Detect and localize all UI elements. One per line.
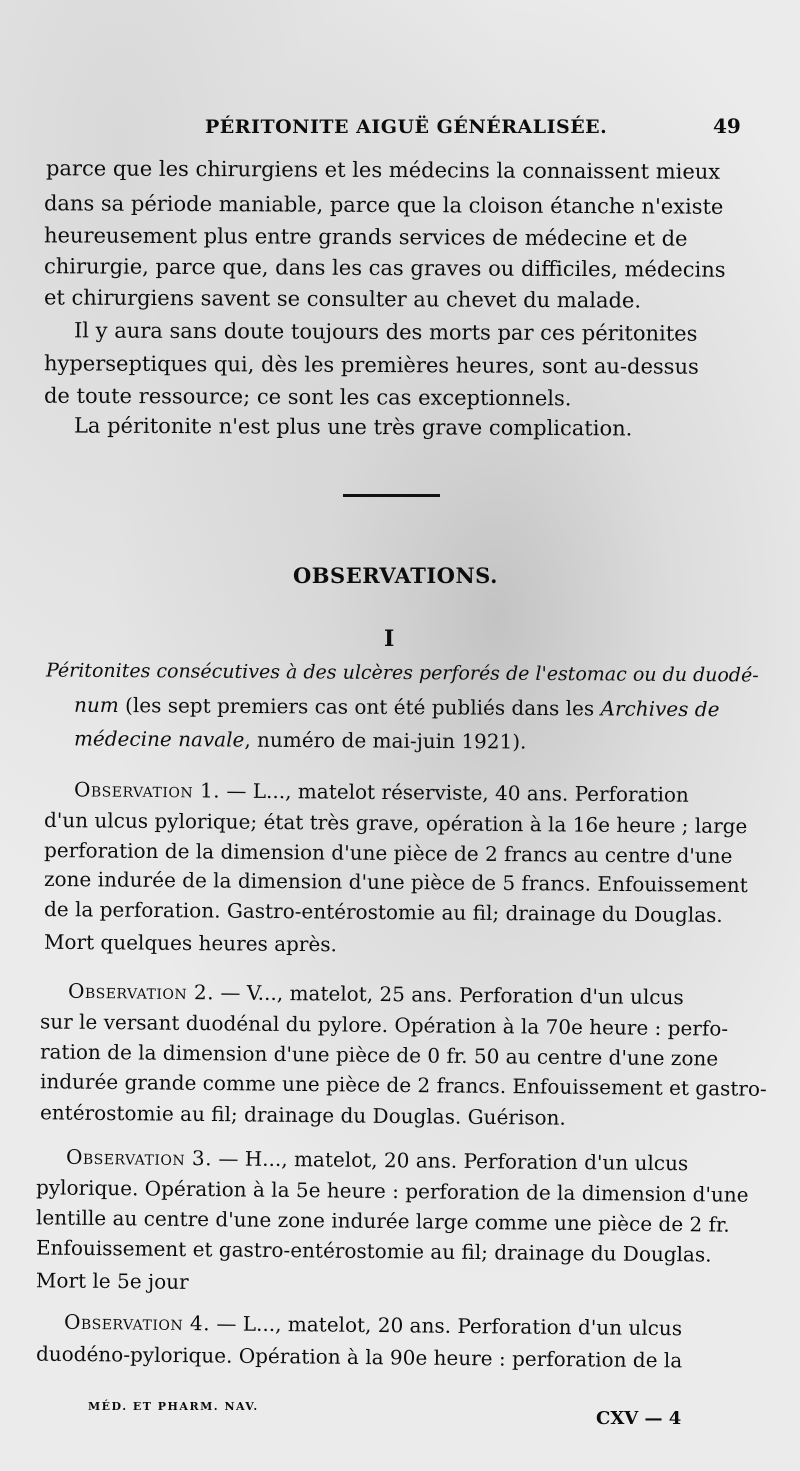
observation-first-line	[73, 777, 689, 807]
text-line: sur le versant duodénal du pylore. Opération à la 70e heure : perfo-	[39, 1009, 729, 1041]
subheading-text: , numéro de mai-juin 1921).	[244, 727, 527, 754]
observation-text: — L..., matelot réserviste, 40 ans. Perforation	[219, 778, 689, 807]
text-line: heureusement plus entre grands services de médecine et de	[43, 223, 688, 251]
subheading-line	[73, 726, 527, 754]
text-line: dans sa période maniable, parce que la cloison étanche n'existe	[43, 191, 724, 219]
text-line: chirurgie, parce que, dans les cas graves ou difficiles, médecins	[43, 254, 726, 282]
text-line: zone indurée de la dimension d'une pièce de 5 francs. Enfouissement	[43, 866, 748, 898]
page-number: 49	[713, 114, 741, 138]
text-line: Mort quelques heures après.	[43, 929, 337, 957]
text-line: perforation de la dimension d'une pièce de 2 francs au centre d'une	[43, 837, 733, 869]
footer-signature-mark: CXV — 4	[596, 1408, 682, 1429]
footer-journal-signature: MÉD. ET PHARM. NAV.	[88, 1400, 259, 1413]
text-line: Il y aura sans doute toujours des morts par ces péritonites	[73, 318, 698, 346]
running-title: PÉRITONITE AIGUË GÉNÉRALISÉE.	[205, 116, 608, 138]
subheading-line	[73, 692, 720, 722]
text-line: indurée grande comme une pièce de 2 francs. Enfouissement et gastro-	[39, 1069, 767, 1101]
text-line: entérostomie au fil; drainage du Douglas. Guérison.	[39, 1100, 566, 1130]
subheading-text: (les sept premiers cas ont été publiés dans les	[118, 693, 601, 721]
text-line: et chirurgiens savent se consulter au chevet du malade.	[43, 285, 642, 313]
observation-text: — L..., matelot, 20 ans. Perforation d'un ulcus	[209, 1311, 683, 1341]
observation-first-line	[65, 1144, 689, 1176]
text-line: parce que les chirurgiens et les médecins la connaissent mieux	[45, 156, 721, 184]
subheading-line: Péritonites consécutives à des ulcères perforés de l'estomac ou du duodé-	[45, 659, 759, 687]
text-line: de toute ressource; ce sont les cas exceptionnels.	[43, 383, 572, 411]
text-line: Mort le 5e jour	[35, 1268, 189, 1294]
observation-first-line	[67, 978, 684, 1010]
observation-text: — V..., matelot, 25 ans. Perforation d'un ulcus	[213, 980, 684, 1010]
subheading-italic: num	[73, 692, 119, 718]
observation-first-line	[63, 1309, 683, 1341]
text-line: lentille au centre d'une zone indurée large comme une pièce de 2 fr.	[35, 1205, 730, 1237]
text-line: La péritonite n'est plus une très grave complication.	[73, 413, 633, 441]
text-line: duodéno-pylorique. Opération à la 90e heure : perforation de la	[35, 1341, 683, 1373]
text-line: ration de la dimension d'une pièce de 0 fr. 50 au centre d'une zone	[39, 1039, 719, 1071]
text-line: pylorique. Opération à la 5e heure : perforation de la dimension d'une	[35, 1175, 749, 1207]
section-title: OBSERVATIONS.	[293, 563, 498, 588]
observation-text: — H..., matelot, 20 ans. Perforation d'un ulcus	[211, 1146, 689, 1176]
subheading-italic: médecine navale	[73, 726, 245, 752]
observation-label: Observation 3.	[65, 1144, 213, 1171]
section-divider	[343, 494, 440, 497]
subheading-italic: Archives de	[600, 696, 720, 722]
observation-label: Observation 2.	[67, 978, 215, 1005]
text-line: Enfouissement et gastro-entérostomie au fil; drainage du Douglas.	[35, 1235, 712, 1267]
text-line: d'un ulcus pylorique; état très grave, opération à la 16e heure ; large	[43, 807, 748, 839]
text-line: hyperseptiques qui, dès les premières heures, sont au-dessus	[43, 351, 699, 379]
observation-label: Observation 1.	[73, 777, 221, 803]
section-number: I	[384, 626, 395, 652]
text-line: de la perforation. Gastro-entérostomie au fil; drainage du Douglas.	[43, 897, 723, 927]
observation-label: Observation 4.	[63, 1309, 211, 1336]
